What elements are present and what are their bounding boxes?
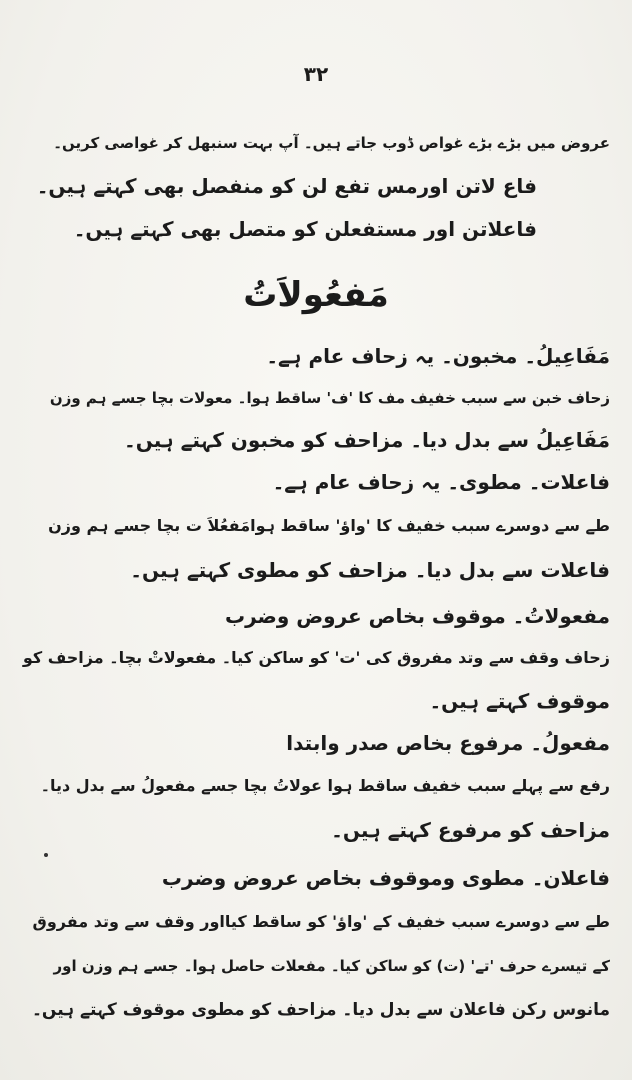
text-line: کے تیسرے حرف 'تے' (ت) کو ساکن کیا۔ مفعلات حاصل ہوا۔ جسے ہم وزن اور [53, 957, 610, 975]
text-line: فاعلات۔ مطوی۔ یہ زحاف عام ہے۔ [272, 470, 610, 494]
text-line: طے سے دوسرے سبب خفیف کے 'واؤ' کو ساقط کیااور وقف سے وتد مفروق [32, 912, 610, 931]
text-line: فاعلاتن اور مستفعلن کو متصل بھی کہتے ہیں۔ [73, 217, 537, 241]
text-line: فاعلات سے بدل دیا۔ مزاحف کو مطوی کہتے ہیں۔ [130, 558, 610, 582]
text-line: فاعلان۔ مطوی وموقوف بخاص عروض وضرب [161, 866, 610, 890]
text-line: موقوف کہتے ہیں۔ [429, 689, 610, 713]
text-line: رفع سے پہلے سبب خفیف ساقط ہوا عولاتُ بچا جسے مفعولُ سے بدل دیا۔ [40, 776, 610, 795]
text-line: عروض میں بڑے بڑے غواص ڈوب جاتے ہیں۔ آپ بہت سنبھل کر غواصی کریں۔ [53, 134, 610, 152]
print-speck [44, 853, 48, 857]
text-line: زحاف وقف سے وتد مفروق کی 'ت' کو ساکن کیا۔ مفعولاتْ بچا۔ مزاحف کو [22, 648, 610, 667]
page-number: ۳۲ [303, 62, 329, 86]
text-line: طے سے دوسرے سبب خفیف کا 'واؤ' ساقط ہوامَفعُلاَ ت بچا جسے ہم وزن [48, 516, 610, 535]
text-line: مَفَاعِیلُ سے بدل دیا۔ مزاحف کو مخبون کہتے ہیں۔ [124, 428, 610, 452]
text-line: مَفَاعِیلُ۔ مخبون۔ یہ زحاف عام ہے۔ [266, 344, 610, 368]
text-line: مفعولاتُ۔ موقوف بخاص عروض وضرب [224, 604, 610, 628]
text-line: مزاحف کو مرفوع کہتے ہیں۔ [331, 818, 610, 842]
section-heading: مَفعُولاَتُ [243, 275, 389, 315]
text-line: زحاف خبن سے سبب خفیف مف کا 'ف' ساقط ہوا۔ معولات بچا جسے ہم وزن [49, 389, 610, 407]
text-line: فاع لاتن اورمس تفع لن کو منفصل بھی کہتے ہیں۔ [36, 174, 537, 198]
text-line: مانوس رکن فاعلان سے بدل دیا۔ مزاحف کو مطوی موقوف کہتے ہیں۔ [31, 1000, 610, 1020]
text-line: مفعولُ۔ مرفوع بخاص صدر وابتدا [286, 731, 610, 755]
